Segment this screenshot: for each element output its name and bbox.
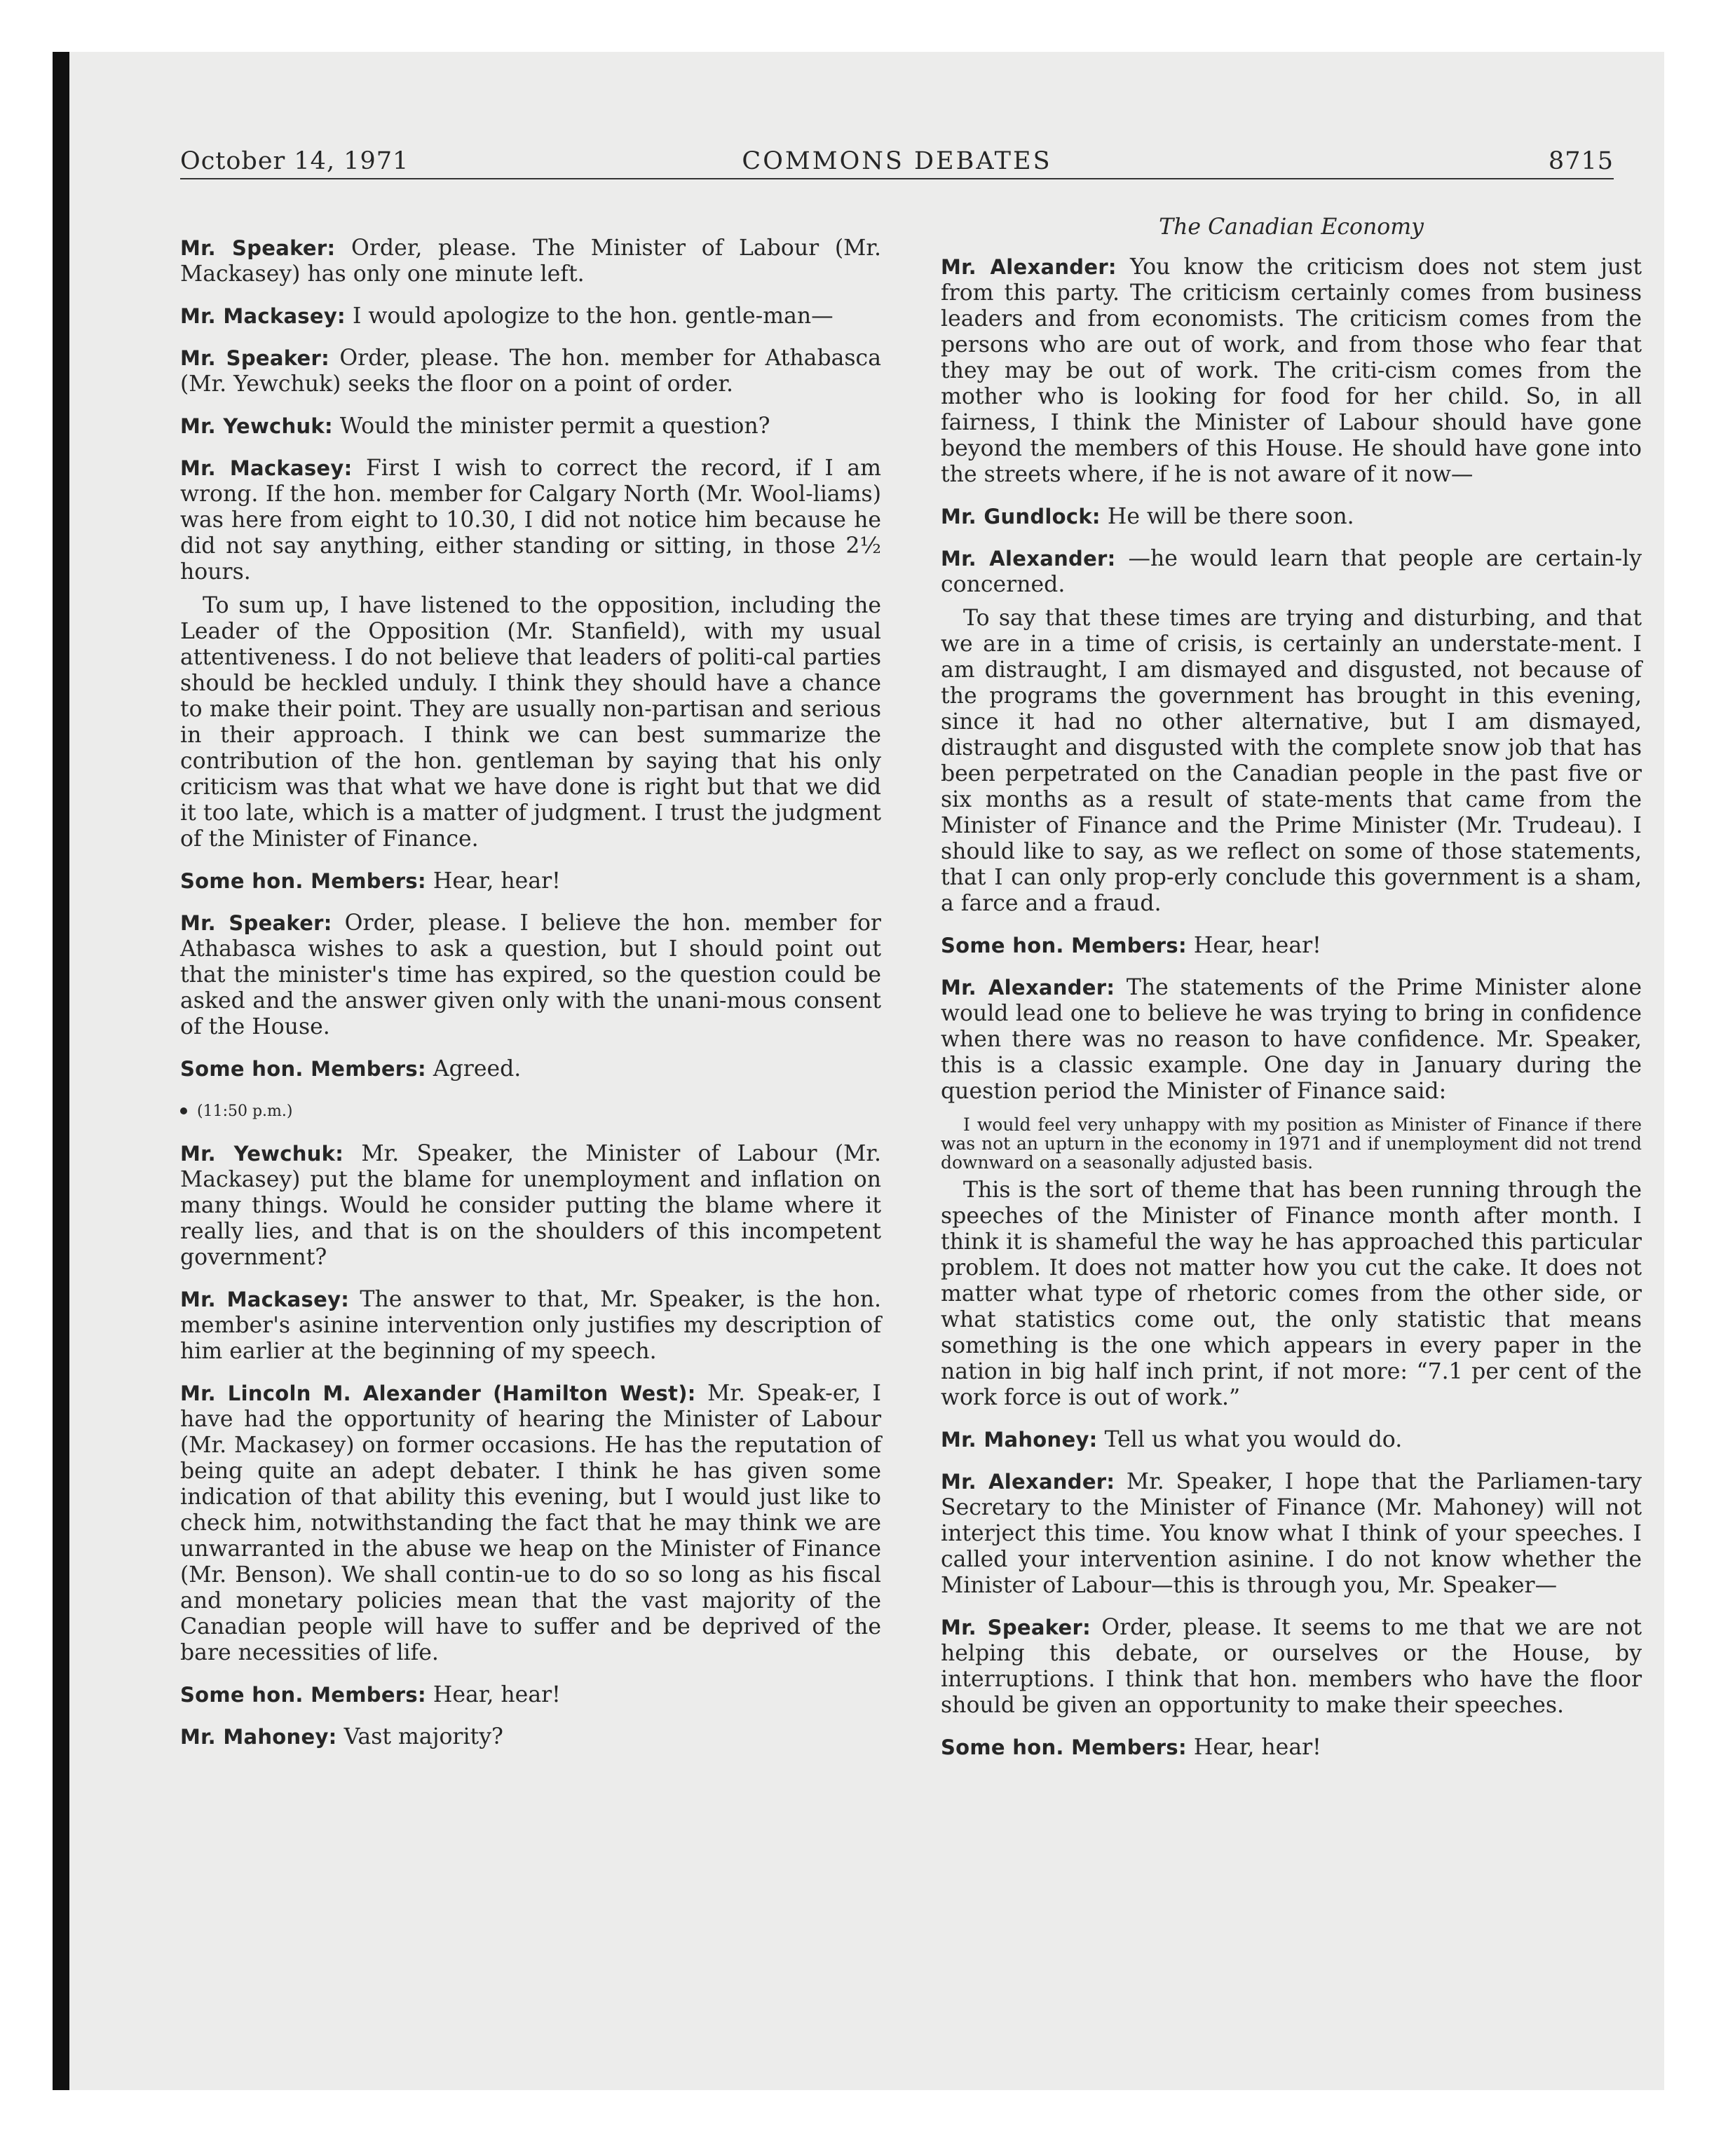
speech-text: Mr. Speaker, I hope that the Parliamen-tary Secretary to the Minister of Finance (Mr. Mahoney) will not interject this time. You know what I think of your speeches. I called your intervention asinine. I do not know whether the Minister of Labour—this is through you, Mr. Speaker— [941, 1469, 1642, 1598]
speaker-name: Mr. Speaker: [180, 911, 332, 935]
timestamp-text: (11:50 p.m.) [197, 1103, 293, 1120]
speech-paragraph [180, 1724, 881, 1750]
speech-paragraph [941, 1735, 1642, 1761]
speaker-name: Some hon. Members: [941, 934, 1187, 957]
speech-text: He will be there soon. [1100, 504, 1354, 529]
speech-text: Order, please. The hon. member for Athabasca (Mr. Yewchuk) seeks the floor on a point of order. [180, 346, 881, 397]
speaker-name: Mr. Yewchuk: [180, 414, 333, 438]
speech-text: Order, please. It seems to me that we are not helping this debate, or ourselves or the House, by interruptions. I think that hon. members who have the floor should be given an opportunity to make their speeches. [941, 1615, 1642, 1718]
speech-text: Hear, hear! [1186, 1735, 1321, 1760]
speech-paragraph [180, 1141, 881, 1271]
timestamp [180, 1098, 881, 1124]
speech-paragraph [180, 1682, 881, 1708]
speaker-name: Mr. Mahoney: [941, 1428, 1098, 1452]
speech-text: Order, please. The Minister of Labour (Mr. Mackasey) has only one minute left. [180, 236, 881, 287]
speaker-name: Mr. Mackasey: [180, 304, 346, 328]
speaker-name: Mr. Lincoln M. Alexander (Hamilton West): [180, 1381, 696, 1405]
header-date: October 14, 1971 [180, 147, 409, 175]
speaker-name: Mr. Alexander: [941, 255, 1117, 279]
speaker-name: Some hon. Members: [180, 869, 426, 893]
speech-text: Hear, hear! [426, 868, 561, 894]
speech-paragraph [941, 933, 1642, 959]
speaker-name: Mr. Speaker: [941, 1616, 1091, 1639]
speech-text: I would apologize to the hon. gentle-man— [345, 303, 834, 329]
speech-paragraph [180, 1381, 881, 1666]
speech-paragraph [941, 504, 1642, 530]
speech-text: Mr. Speak-er, I have had the opportunity of hearing the Minister of Labour (Mr. Mackasey) on former occasions. He has the reputation of being quite an adept debater. I think he has given some indication of that ability this evening, but I would just like to check him, notwithstanding the fact that he may think we are unwarranted in the abuse we heap on the Minister of Finance (Mr. Benson). We shall contin-ue to do so so long as his fiscal and monetary policies mean that the vast majority of the Canadian people will have to suffer and be deprived of the bare necessities of life. [180, 1381, 881, 1665]
speech-text: Vast majority? [336, 1724, 503, 1749]
speech-paragraph [180, 1287, 881, 1365]
speech-text: This is the sort of theme that has been running through the speeches of the Minister of Finance month after month. I think it is shameful the way he has approached this particular problem. It does not matter how you cut the cake. It does not matter what type of rhetoric comes from the other side, or what statistics come out, the only statistic that means something is the one which appears in every paper in the nation in big half inch print, if not more: “7.1 per cent of the work force is out of work.” [941, 1178, 1642, 1410]
speech-paragraph [941, 254, 1642, 488]
right-column [941, 214, 1642, 1777]
speech-text: To say that these times are trying and disturbing, and that we are in a time of crisis, is certainly an understate-ment. I am distraught, I am dismayed and disgusted, not because of the programs the government has brought in this evening, since it had no other alternative, but I am dismayed, distraught and disgusted with the complete snow job that has been perpetrated on the Canadian people in the past five or six months as a result of state-ments that came from the Minister of Finance and the Prime Minister (Mr. Trudeau). I should like to say, as we reflect on some of those statements, that I can only prop-erly conclude this government is a sham, a farce and a fraud. [941, 606, 1642, 916]
speaker-name: Some hon. Members: [180, 1683, 426, 1707]
speech-text: Order, please. I believe the hon. member for Athabasca wishes to ask a question, but I should point out that the minister's time has expired, so the question could be asked and the answer given only with the unani-mous consent of the House. [180, 910, 881, 1039]
speaker-name: Mr. Alexander: [941, 976, 1115, 999]
section-title: The Canadian Economy [1159, 214, 1424, 240]
speech-text: Mr. Speaker, the Minister of Labour (Mr. Mackasey) put the blame for unemployment and inflation on many things. Would he consider putting the blame where it really lies, and that is on the shoulders of this incompetent government? [180, 1141, 881, 1270]
left-column [180, 236, 881, 1766]
speech-paragraph [180, 414, 881, 439]
speech-text: The statements of the Prime Minister alone would lead one to believe he was trying to bring in confidence when there was no reason to have confidence. Mr. Speaker, this is a classic example. One day in January during the question period the Minister of Finance said: [941, 975, 1642, 1104]
speech-paragraph [941, 1469, 1642, 1599]
binding-edge [53, 52, 69, 2090]
speech-paragraph [941, 1615, 1642, 1719]
block-quote: I would feel very unhappy with my position as Minister of Finance if there was not an upturn in the economy in 1971 and if unemployment did not trend downward on a seasonally adjusted basis. [941, 1114, 1642, 1173]
speaker-name: Mr. Yewchuk: [180, 1142, 344, 1166]
speech-paragraph [941, 1178, 1642, 1411]
speaker-name: Mr. Alexander: [941, 547, 1116, 571]
speech-text: Agreed. [426, 1056, 522, 1082]
speech-paragraph [941, 975, 1642, 1105]
speaker-name: Some hon. Members: [941, 1735, 1187, 1759]
speech-text: You know the criticism does not stem just from this party. The criticism certainly comes from business leaders and from economists. The criticism comes from the persons who are out of work, and from those who fear that they may be out of work. The criti-cism comes from the mother who is looking for food for her child. So, in all fairness, I think the Minister of Labour should have gone beyond the members of this House. He should have gone into the streets where, if he is not aware of it now— [941, 254, 1642, 487]
speech-text: Tell us what you would do. [1097, 1427, 1403, 1452]
speech-paragraph [941, 606, 1642, 917]
header-title: COMMONS DEBATES [742, 147, 1052, 175]
speaker-name: Mr. Alexander: [941, 1470, 1115, 1494]
speech-paragraph [180, 236, 881, 287]
speech-paragraph [180, 593, 881, 852]
speaker-name: Mr. Speaker: [180, 346, 330, 370]
speech-text: Hear, hear! [1186, 933, 1321, 958]
speech-text: The answer to that, Mr. Speaker, is the hon. member's asinine intervention only justifies my description of him earlier at the beginning of my speech. [180, 1287, 882, 1364]
speech-text: Hear, hear! [426, 1682, 561, 1707]
speech-paragraph [941, 1427, 1642, 1453]
speech-text: To sum up, I have listened to the opposition, including the Leader of the Opposition (Mr. Stanfield), with my usual attentiveness. I do not believe that leaders of politi-cal parties should be heckled unduly. I think they should have a chance to make their point. They are usually non-partisan and serious in their approach. I think we can best summarize the contribution of the hon. gentleman by saying that his only criticism was that what we have done is right but that we did it too late, which is a matter of judgment. I trust the judgment of the Minister of Finance. [180, 593, 881, 852]
speech-paragraph [180, 456, 881, 585]
speaker-name: Mr. Mahoney: [180, 1725, 337, 1749]
speaker-name: Mr. Mackasey: [180, 456, 353, 480]
bullet-icon [180, 1107, 187, 1114]
speech-paragraph [941, 546, 1642, 598]
speech-paragraph [180, 868, 881, 894]
speech-paragraph [180, 910, 881, 1040]
document-page [180, 137, 1642, 2044]
header-page-number: 8715 [1548, 147, 1614, 175]
speaker-name: Mr. Speaker: [180, 236, 336, 260]
speech-paragraph [180, 1056, 881, 1082]
speech-paragraph [180, 346, 881, 397]
speaker-name: Mr. Gundlock: [941, 505, 1101, 528]
speech-text: —he would learn that people are certain-ly concerned. [941, 546, 1642, 597]
speech-text: First I wish to correct the record, if I am wrong. If the hon. member for Calgary North (Mr. Wool-liams) was here from eight to 10.30, I did not notice him because he did not say anything, either standing or sitting, in those 2½ hours. [180, 456, 881, 585]
speech-paragraph [180, 303, 881, 329]
running-head [180, 146, 1614, 179]
speaker-name: Some hon. Members: [180, 1057, 426, 1081]
speech-text: Would the minister permit a question? [332, 414, 770, 439]
speaker-name: Mr. Mackasey: [180, 1288, 350, 1311]
